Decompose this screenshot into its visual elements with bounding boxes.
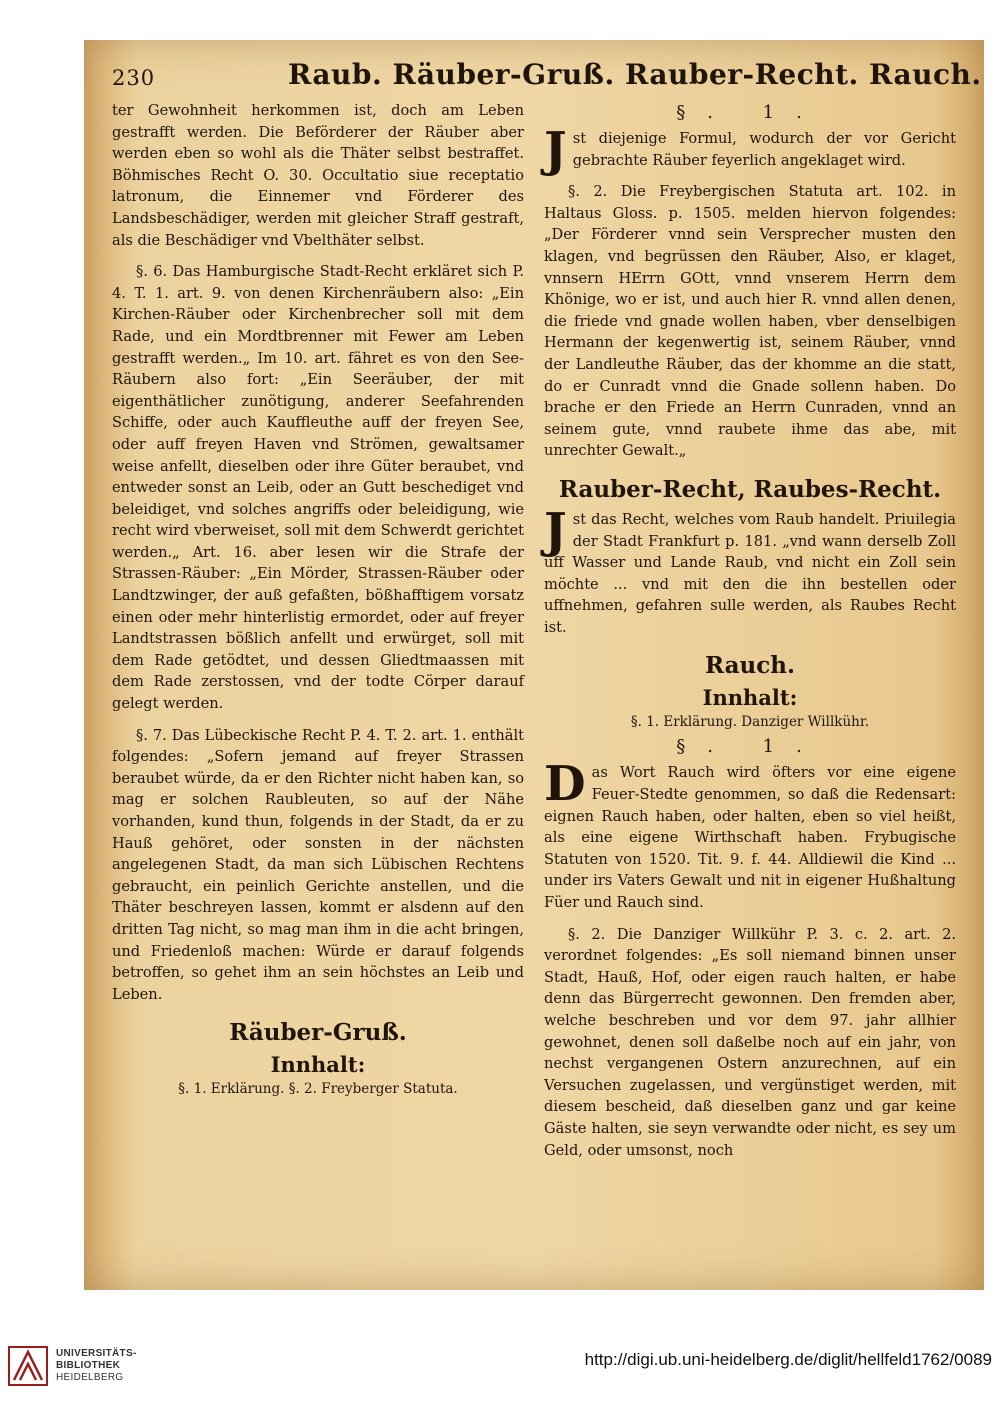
paragraph	[544, 756, 956, 913]
section-mark: §. 1.	[676, 736, 824, 758]
library-name: UNIVERSITÄTS- BIBLIOTHEK HEIDELBERG	[56, 1348, 137, 1383]
paragraph	[544, 122, 956, 178]
paragraph: ter Gewohnheit herkommen ist, doch am Leben gestrafft werden. Die Beförderer der Räuber aber werden eben so wohl als die Thäter selbst bestraffet. Böhmisches Recht O. 30. Occultatio siue receptatio latronum, die Einnemer vnd Förderer des Landsbeschädiger, werden mit gleicher Straff gestraft, als die Beschädiger vnd Vbelthäter selbst.	[112, 102, 524, 249]
section-heading: Räuber-Gruß.	[229, 1019, 407, 1047]
paragraph-text: st das Recht, welches vom Raub handelt. Priuilegia der Stadt Frankfurt p. 181. „vnd wann derselb Zoll uff Wasser und Lande Raub, vnd nicht ein Zoll sein möchte ... vnd mit den die ihn bestellen oder uffnehmen, gefahren sulle werden, als Raubes Recht ist.	[544, 510, 956, 636]
paragraph	[544, 502, 956, 639]
paragraph-text: as Wort Rauch wird öfters vor eine eigene Feuer-Stedte genommen, so daß die Redensart: eignen Rauch haben, oder halten, eben so viel heißt, als eine eigene Wirthschaft haben. Frybugische Statuten von 1520. Tit. 9. f. 44. Alldiewil die Kind ... under irs Vaters Gewalt und nit in eigener Hußhaltung Füer und Rauch sind.	[544, 764, 956, 912]
drop-cap: J	[544, 122, 567, 178]
drop-cap: D	[544, 756, 586, 813]
page-number: 230	[112, 66, 156, 90]
paragraph: §. 2. Die Freybergischen Statuta art. 102. in Haltaus Gloss. p. 1505. melden hiervon folgendes: „Der Förderer vnnd sein Versprecher musten den klagen, vnd begrüssen den Räuber, Also, er klaget, vnnsern HErrn GOtt, vnnd vnserem Herrn dem Khönige, wo er ist, und auch hier R. vnnd allen denen, die friede vnd gnade wollen haben, vber denselbigen Hermann der kegenwertig ist, seinem Räuber, vnnd der Landleuthe Räuber, das der khomme an die statt, do er Cunradt vnnd die Gnade sollenn haben. Do brache er den Friede an Herrn Cunraden, vnnd an seinem gute, vnnd raubete ihme das abe, mit unrechter Gewalt.„	[544, 183, 956, 460]
section-heading: Rauch.	[704, 652, 795, 680]
paragraph: §. 6. Das Hamburgische Stadt-Recht erkläret sich P. 4. T. 1. art. 9. von denen Kirchenräubern also: „Ein Kirchen-Räuber oder Kirchenbrecher soll mit dem Rade, und ein Mordtbrenner mit Fewer am Leben gestrafft werden.„ Im 10. art. fähret es von den See-Räubern also fort: „Ein Seeräuber, der mit eigenthätlicher zunötigung, anderer Seefahrenden Schiffe, oder auch Kauffleuthe auff der freyen See, oder auff freyen Haven vnd Strömen, gewaltsamer weise anfellt, dieselben oder ihre Güter beraubet, vnd entweder sonst an Leib, oder an Gutt beschediget vnd beleidiget, vnd solches angriffs oder beleidigung, wie recht wird vberweiset, soll mit dem Schwerdt gerichtet werden.„ Art. 16. aber lesen wir die Strafe der Strassen-Räuber: „Ein Mörder, Strassen-Räuber oder Landtzwinger, der auß gefaßten, bößhafftigem vorsatz einen oder mehr hinterlistig ermordet, oder auf freyer Landtstrassen bößlich anfellt und erwürget, soll mit dem Rade getödtet, und dessen Gliedtmaassen mit dem Rade zerstossen, vnd der todte Cörper darauf gelegt werden.	[112, 263, 524, 713]
contents-label: Innhalt:	[270, 1052, 366, 1078]
paragraph: §. 7. Das Lübeckische Recht P. 4. T. 2. art. 1. enthält folgendes: „Sofern jemand auf freyer Strassen beraubet würde, da er den Richter nicht haben kan, so mag er solchen Raubleuten, so auf der Nähe vorhanden, kund thun, folgends in der Stadt, da er zu Hauß gehöret, oder sonsten in der nächsten angelegenen Stadt, da man sich Lübischen Rechtens gebraucht, ein peinlich Gerichte anstellen, und die Thäter beschreyen lassen, kommt er alsdenn auf den dritten Tag nicht, so mag man ihm in die acht bringen, und Friedenloß machen: Würde er darauf folgends betroffen, so gehet ihm an sein höchstes an Leib und Leben.	[112, 726, 524, 1003]
drop-cap: J	[544, 502, 567, 559]
page-header	[108, 58, 982, 98]
running-title: Raub. Räuber-Gruß. Rauber-Recht. Rauch.	[288, 58, 982, 91]
viewer-footer	[0, 1330, 1004, 1407]
scanned-page	[84, 40, 984, 1290]
contents-list: §. 1. Erklärung. §. 2. Freyberger Statuta.	[178, 1081, 458, 1098]
paragraph-text: st diejenige Formul, wodurch der vor Gericht gebrachte Räuber feyerlich angeklaget wird.	[572, 130, 956, 169]
section-mark: §. 1.	[676, 102, 824, 123]
contents-label: Innhalt:	[702, 685, 798, 711]
paragraph: §. 2. Die Danziger Willkühr P. 3. c. 2. art. 2. verordnet folgendes: „Es soll niemand binnen unser Stadt, Hauß, Hof, oder eigen rauch halten, er habe denn das Bürgerrecht gewonnen. Den fremden aber, welche beschreben und vor dem 97. jahr allhier gewohnet, denen soll daßelbe noch auf ein jahr, von nechst vergangenen Ostern anzurechnen, auf ein Versuchen zugelassen, und vergünstiget werden, mit diesem bescheid, daß dieselben ganz und gar keine Gäste halten, sie seyn verwandte oder nicht, es sey um Geld, oder umsonst, noch	[544, 925, 956, 1159]
left-column	[112, 100, 524, 1103]
library-logo-icon	[8, 1346, 48, 1386]
section-heading: Rauber-Recht, Raubes-Recht.	[558, 475, 942, 503]
right-column	[544, 100, 956, 1165]
source-url-link[interactable]: http://digi.ub.uni-heidelberg.de/diglit/hellfeld1762/0089	[584, 1350, 992, 1369]
contents-list: §. 1. Erklärung. Danziger Willkühr.	[630, 714, 870, 731]
